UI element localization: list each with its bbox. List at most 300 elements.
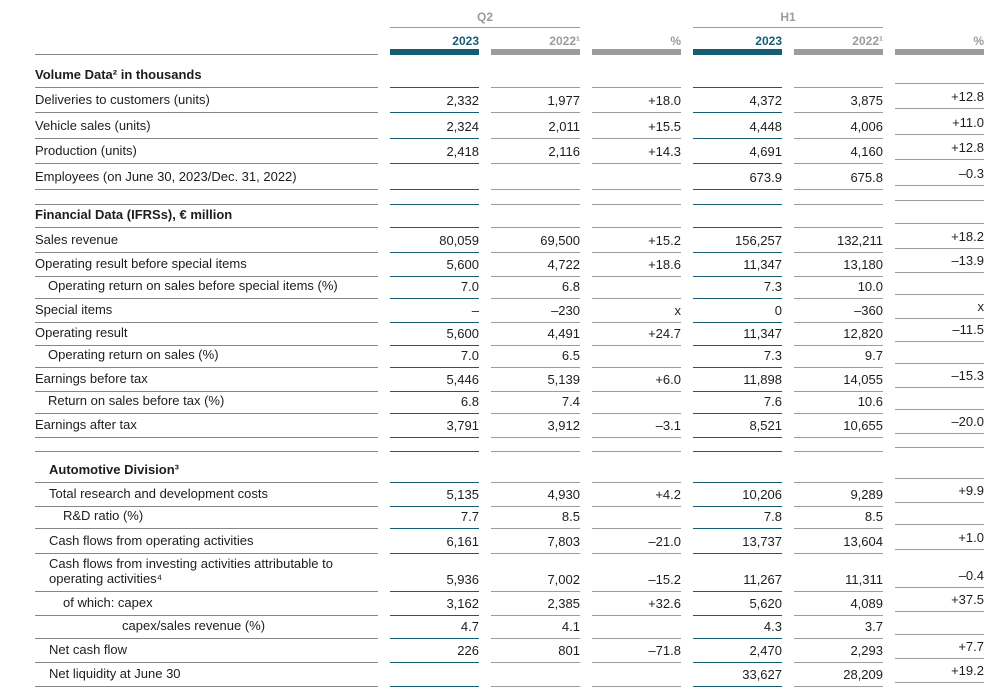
- cell-h1-2023: [681, 205, 782, 228]
- cell-q2-2023: [378, 483, 479, 507]
- cell-value: 4,722: [491, 257, 580, 277]
- cell-q2-pct: [580, 506, 681, 529]
- cell-h1-2022: [782, 616, 883, 639]
- cell-q2-pct: [580, 592, 681, 616]
- table-row: [35, 253, 984, 276]
- column-group-q2: [378, 10, 580, 28]
- cell-value: [895, 521, 984, 525]
- cell-value: 0: [693, 303, 782, 323]
- row-label-cell: [35, 228, 378, 253]
- cell-q2-2023: [378, 452, 479, 483]
- cell-h1-2023: [681, 639, 782, 663]
- cell-value: 28,209: [794, 667, 883, 687]
- cell-value: –: [390, 303, 479, 323]
- cell-h1-2023: [681, 322, 782, 346]
- cell-value: [390, 683, 479, 687]
- cell-q2-pct: [580, 299, 681, 323]
- cell-q2-2023: [378, 662, 479, 687]
- cell-h1-pct: [883, 228, 984, 253]
- cell-q2-2022: [479, 113, 580, 139]
- cell-h1-pct: [883, 414, 984, 438]
- cell-h1-pct: [883, 322, 984, 346]
- cell-value: 6.5: [491, 348, 580, 368]
- cell-value: 5,936: [390, 572, 479, 592]
- cell-h1-pct: [883, 592, 984, 616]
- label-column-top-rule: [35, 28, 378, 55]
- row-label-cell: [35, 164, 378, 190]
- cell-value: 4,691: [693, 144, 782, 164]
- cell-q2-pct: [580, 345, 681, 368]
- cell-value: 11,311: [794, 572, 883, 592]
- cell-q2-pct: [580, 55, 681, 88]
- cell-h1-2023: [681, 592, 782, 616]
- cell-value: 10.6: [794, 394, 883, 414]
- row-label-cell: [35, 554, 378, 592]
- cell-value: 5,446: [390, 372, 479, 392]
- table-row: [35, 616, 984, 639]
- row-label: Operating return on sales before special items (%): [35, 278, 378, 299]
- column-header-row: [35, 28, 984, 55]
- cell-h1-pct: [883, 391, 984, 414]
- cell-value: 12,820: [794, 326, 883, 346]
- table-row: [35, 483, 984, 506]
- table-row: [35, 322, 984, 345]
- column-header-q2-2023: [378, 28, 479, 55]
- cell-value: 4,491: [491, 326, 580, 346]
- cell-value: 1,977: [491, 93, 580, 113]
- cell-value: 11,347: [693, 257, 782, 277]
- spacer-label-rule: [35, 190, 378, 205]
- cell-h1-pct: [883, 616, 984, 639]
- row-label: R&D ratio (%): [35, 508, 378, 529]
- group-row-label-spacer: [35, 10, 378, 28]
- table-row: [35, 639, 984, 662]
- cell-h1-2023: [681, 414, 782, 438]
- cell-q2-2023: [378, 55, 479, 88]
- cell-q2-2022: [479, 368, 580, 392]
- cell-value: 673.9: [693, 170, 782, 190]
- cell-q2-2023: [378, 253, 479, 277]
- cell-h1-2022: [782, 452, 883, 483]
- cell-h1-2023: [681, 529, 782, 554]
- cell-value: +18.0: [592, 93, 681, 113]
- cell-value: 10.0: [794, 279, 883, 299]
- cell-value: [895, 406, 984, 410]
- cell-h1-2023: [681, 391, 782, 414]
- cell-value: 13,737: [693, 534, 782, 554]
- column-header-h1-pct: [883, 28, 984, 55]
- row-label-cell: [35, 616, 378, 639]
- cell-value: x: [592, 303, 681, 323]
- cell-value: 2,385: [491, 596, 580, 616]
- section-spacer-row: [35, 190, 984, 205]
- cell-value: 7.8: [693, 509, 782, 529]
- cell-value: 2,324: [390, 119, 479, 139]
- cell-q2-2023: [378, 190, 479, 205]
- cell-value: 4.7: [390, 619, 479, 639]
- column-header-label: 2023: [452, 34, 479, 48]
- cell-q2-2022: [479, 55, 580, 88]
- row-label-cell: [35, 483, 378, 507]
- cell-value: 9,289: [794, 487, 883, 507]
- cell-h1-pct: [883, 88, 984, 113]
- cell-value: 2,293: [794, 643, 883, 663]
- row-label-cell: [35, 592, 378, 616]
- cell-value: [895, 631, 984, 635]
- cell-h1-2022: [782, 139, 883, 164]
- cell-value: –11.5: [895, 322, 984, 342]
- cell-value: 7.0: [390, 279, 479, 299]
- cell-value: –21.0: [592, 534, 681, 554]
- cell-q2-pct: [580, 205, 681, 228]
- cell-value: 226: [390, 643, 479, 663]
- group-row-gap: [883, 10, 984, 28]
- cell-q2-2022: [479, 276, 580, 299]
- section-spacer-row: [35, 437, 984, 452]
- section-title-cell: [35, 452, 378, 483]
- cell-value: [895, 447, 984, 448]
- cell-value: 3,912: [491, 418, 580, 438]
- cell-value: 3,791: [390, 418, 479, 438]
- table-row: [35, 662, 984, 687]
- column-header-label: %: [670, 34, 681, 48]
- cell-q2-2022: [479, 253, 580, 277]
- cell-value: +12.8: [895, 89, 984, 109]
- cell-q2-2023: [378, 164, 479, 190]
- cell-value: –230: [491, 303, 580, 323]
- cell-value: 3,875: [794, 93, 883, 113]
- cell-value: 2,332: [390, 93, 479, 113]
- cell-h1-2023: [681, 190, 782, 205]
- section-header-row: [35, 205, 984, 228]
- cell-value: 4,160: [794, 144, 883, 164]
- row-label: of which: capex: [35, 595, 378, 616]
- row-label: Cash flows from operating activities: [35, 533, 378, 554]
- cell-value: 2,418: [390, 144, 479, 164]
- row-label: Deliveries to customers (units): [35, 92, 378, 113]
- cell-value: [895, 220, 984, 224]
- row-label: Earnings after tax: [35, 417, 378, 438]
- cell-h1-pct: [883, 506, 984, 529]
- row-label-cell: [35, 506, 378, 529]
- cell-h1-2022: [782, 299, 883, 323]
- cell-q2-pct: [580, 452, 681, 483]
- cell-q2-pct: [580, 437, 681, 452]
- cell-q2-pct: [580, 368, 681, 392]
- cell-value: 3.7: [794, 619, 883, 639]
- row-label: Production (units): [35, 143, 378, 164]
- cell-value: 6.8: [390, 394, 479, 414]
- table-row: [35, 113, 984, 139]
- cell-q2-2022: [479, 554, 580, 592]
- cell-q2-2022: [479, 639, 580, 663]
- cell-value: 7.3: [693, 348, 782, 368]
- cell-q2-2022: [479, 662, 580, 687]
- cell-h1-pct: [883, 662, 984, 687]
- row-label: Total research and development costs: [35, 486, 378, 507]
- cell-q2-2022: [479, 452, 580, 483]
- section-title: Financial Data (IFRSs), € million: [35, 207, 378, 228]
- cell-value: 4,448: [693, 119, 782, 139]
- cell-value: 6.8: [491, 279, 580, 299]
- cell-value: 5,139: [491, 372, 580, 392]
- row-label: Employees (on June 30, 2023/Dec. 31, 2022): [35, 169, 378, 190]
- cell-h1-2022: [782, 592, 883, 616]
- cell-q2-2023: [378, 639, 479, 663]
- cell-value: 11,347: [693, 326, 782, 346]
- cell-value: +18.6: [592, 257, 681, 277]
- cell-value: –20.0: [895, 414, 984, 434]
- cell-h1-2022: [782, 368, 883, 392]
- cell-q2-2023: [378, 414, 479, 438]
- cell-value: 4,089: [794, 596, 883, 616]
- cell-h1-2022: [782, 437, 883, 452]
- column-header-label: 2023: [755, 34, 782, 48]
- cell-q2-pct: [580, 529, 681, 554]
- table-row: [35, 164, 984, 190]
- cell-q2-2022: [479, 391, 580, 414]
- cell-q2-pct: [580, 276, 681, 299]
- cell-h1-2023: [681, 253, 782, 277]
- cell-q2-2022: [479, 139, 580, 164]
- cell-q2-2022: [479, 88, 580, 113]
- section-title: Volume Data² in thousands: [35, 67, 378, 88]
- cell-value: 7.4: [491, 394, 580, 414]
- cell-value: 4,372: [693, 93, 782, 113]
- cell-value: 7.6: [693, 394, 782, 414]
- cell-h1-2022: [782, 662, 883, 687]
- column-header-q2-2022: [479, 28, 580, 55]
- cell-value: 2,011: [491, 119, 580, 139]
- cell-value: 4,006: [794, 119, 883, 139]
- cell-value: +37.5: [895, 592, 984, 612]
- row-label: Net liquidity at June 30: [35, 666, 378, 687]
- cell-h1-pct: [883, 529, 984, 554]
- cell-h1-2022: [782, 554, 883, 592]
- cell-q2-pct: [580, 164, 681, 190]
- cell-value: +15.5: [592, 119, 681, 139]
- cell-h1-2022: [782, 506, 883, 529]
- cell-value: +14.3: [592, 144, 681, 164]
- row-label-cell: [35, 322, 378, 346]
- cell-q2-pct: [580, 253, 681, 277]
- cell-value: 5,620: [693, 596, 782, 616]
- cell-h1-2022: [782, 322, 883, 346]
- cell-q2-2023: [378, 228, 479, 253]
- cell-h1-2022: [782, 253, 883, 277]
- table-row: [35, 554, 984, 592]
- cell-value: 7.3: [693, 279, 782, 299]
- cell-q2-pct: [580, 139, 681, 164]
- cell-value: 4.3: [693, 619, 782, 639]
- cell-h1-pct: [883, 139, 984, 164]
- table-row: [35, 88, 984, 113]
- cell-value: +32.6: [592, 596, 681, 616]
- cell-q2-2023: [378, 592, 479, 616]
- row-label-cell: [35, 113, 378, 139]
- cell-h1-pct: [883, 113, 984, 139]
- section-header-row: [35, 55, 984, 88]
- row-label: capex/sales revenue (%): [35, 618, 378, 639]
- cell-q2-pct: [580, 322, 681, 346]
- cell-q2-2023: [378, 437, 479, 452]
- cell-h1-2022: [782, 391, 883, 414]
- cell-h1-2023: [681, 139, 782, 164]
- cell-q2-2022: [479, 529, 580, 554]
- cell-h1-2022: [782, 345, 883, 368]
- cell-h1-2023: [681, 164, 782, 190]
- cell-q2-2023: [378, 529, 479, 554]
- cell-value: [895, 80, 984, 84]
- column-group-label: H1: [693, 11, 883, 28]
- cell-h1-pct: [883, 437, 984, 452]
- cell-h1-pct: [883, 554, 984, 592]
- cell-q2-pct: [580, 414, 681, 438]
- cell-q2-pct: [580, 616, 681, 639]
- cell-h1-2023: [681, 506, 782, 529]
- column-header-label: 2022¹: [549, 34, 580, 48]
- cell-value: +19.2: [895, 663, 984, 683]
- cell-value: 33,627: [693, 667, 782, 687]
- cell-value: +6.0: [592, 372, 681, 392]
- cell-h1-2022: [782, 205, 883, 228]
- column-header-q2-pct: [580, 28, 681, 55]
- cell-q2-2023: [378, 276, 479, 299]
- cell-h1-pct: [883, 253, 984, 277]
- cell-q2-2022: [479, 228, 580, 253]
- cell-h1-2023: [681, 368, 782, 392]
- cell-h1-2022: [782, 88, 883, 113]
- cell-q2-2022: [479, 299, 580, 323]
- cell-q2-2023: [378, 139, 479, 164]
- table-row: [35, 299, 984, 322]
- cell-value: 14,055: [794, 372, 883, 392]
- cell-h1-2022: [782, 276, 883, 299]
- cell-h1-2022: [782, 55, 883, 88]
- cell-value: [491, 683, 580, 687]
- cell-q2-pct: [580, 554, 681, 592]
- row-label-cell: [35, 662, 378, 687]
- cell-value: 156,257: [693, 233, 782, 253]
- key-figures-table: [35, 10, 984, 687]
- cell-value: 5,600: [390, 326, 479, 346]
- cell-h1-2023: [681, 437, 782, 452]
- section-title-cell: [35, 205, 378, 228]
- table-row: [35, 391, 984, 414]
- cell-h1-2023: [681, 88, 782, 113]
- cell-h1-2022: [782, 113, 883, 139]
- row-label: Sales revenue: [35, 232, 378, 253]
- table-row: [35, 592, 984, 616]
- column-group-label: Q2: [390, 11, 580, 28]
- cell-h1-2022: [782, 414, 883, 438]
- cell-h1-2023: [681, 452, 782, 483]
- cell-q2-2023: [378, 205, 479, 228]
- table-body: [35, 55, 984, 687]
- cell-value: 9.7: [794, 348, 883, 368]
- cell-q2-2023: [378, 113, 479, 139]
- cell-h1-2022: [782, 639, 883, 663]
- cell-q2-2022: [479, 205, 580, 228]
- row-label: Operating return on sales (%): [35, 347, 378, 368]
- cell-q2-pct: [580, 113, 681, 139]
- table-row: [35, 529, 984, 554]
- cell-value: +7.7: [895, 639, 984, 659]
- row-label-cell: [35, 414, 378, 438]
- cell-value: +15.2: [592, 233, 681, 253]
- cell-value: 132,211: [794, 233, 883, 253]
- cell-h1-2023: [681, 345, 782, 368]
- row-label: Cash flows from investing activities attributable to operating activities⁴: [35, 556, 378, 592]
- cell-value: 2,116: [491, 144, 580, 164]
- cell-value: 13,604: [794, 534, 883, 554]
- cell-h1-2022: [782, 228, 883, 253]
- cell-q2-2023: [378, 299, 479, 323]
- column-header-h1-2023: [681, 28, 782, 55]
- section-title: Automotive Division³: [35, 462, 378, 483]
- cell-h1-2023: [681, 113, 782, 139]
- cell-value: 2,470: [693, 643, 782, 663]
- cell-q2-2022: [479, 616, 580, 639]
- row-label-cell: [35, 368, 378, 392]
- cell-value: –71.8: [592, 643, 681, 663]
- cell-value: 3,162: [390, 596, 479, 616]
- row-label-cell: [35, 88, 378, 113]
- cell-h1-2023: [681, 299, 782, 323]
- cell-q2-2022: [479, 483, 580, 507]
- group-row-gap: [580, 10, 681, 28]
- cell-value: –15.2: [592, 572, 681, 592]
- cell-value: 6,161: [390, 534, 479, 554]
- column-header-h1-2022: [782, 28, 883, 55]
- column-group-h1: [681, 10, 883, 28]
- cell-q2-2023: [378, 322, 479, 346]
- cell-value: 11,267: [693, 572, 782, 592]
- row-label: Earnings before tax: [35, 371, 378, 392]
- cell-value: +24.7: [592, 326, 681, 346]
- cell-value: [895, 360, 984, 364]
- cell-q2-2022: [479, 437, 580, 452]
- cell-value: 13,180: [794, 257, 883, 277]
- column-header-label: %: [973, 34, 984, 48]
- cell-value: +9.9: [895, 483, 984, 503]
- table-row: [35, 139, 984, 164]
- cell-value: 10,206: [693, 487, 782, 507]
- section-title-cell: [35, 55, 378, 88]
- cell-q2-pct: [580, 190, 681, 205]
- cell-q2-2022: [479, 506, 580, 529]
- cell-h1-2023: [681, 228, 782, 253]
- cell-value: +18.2: [895, 229, 984, 249]
- cell-value: –0.3: [895, 166, 984, 186]
- table-row: [35, 368, 984, 391]
- cell-value: 675.8: [794, 170, 883, 190]
- cell-value: +1.0: [895, 530, 984, 550]
- row-label-cell: [35, 253, 378, 277]
- column-group-header-row: [35, 10, 984, 28]
- cell-q2-pct: [580, 391, 681, 414]
- column-header-label: 2022¹: [852, 34, 883, 48]
- cell-h1-2022: [782, 190, 883, 205]
- row-label: Net cash flow: [35, 642, 378, 663]
- cell-q2-pct: [580, 88, 681, 113]
- cell-value: 5,600: [390, 257, 479, 277]
- cell-value: –360: [794, 303, 883, 323]
- cell-h1-2023: [681, 662, 782, 687]
- spacer-label-rule: [35, 437, 378, 452]
- cell-value: 8.5: [491, 509, 580, 529]
- cell-q2-2022: [479, 592, 580, 616]
